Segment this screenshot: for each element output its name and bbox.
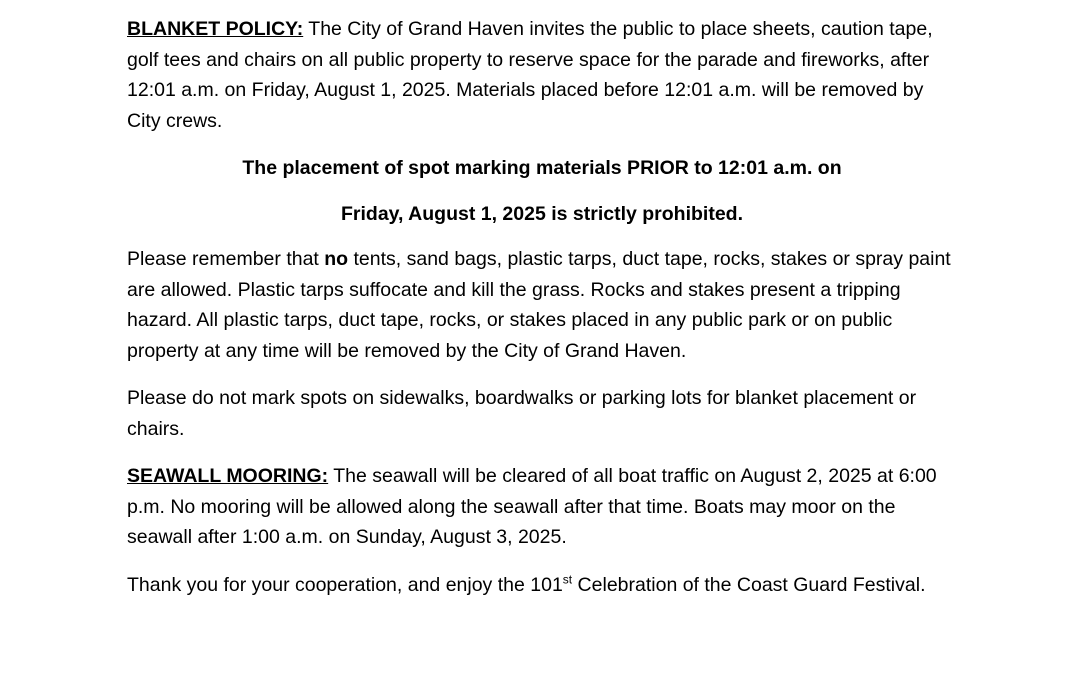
closing-paragraph: [127, 570, 957, 601]
blanket-policy-text: The City of Grand Haven invites the public to place sheets, caution tape, golf tees and chairs on all public property to reserve space for the parade and fireworks, after 12:01 a.m. on Friday, August 1, 2025. Materials placed before 12:01 a.m. will be removed by City crews.: [127, 18, 933, 132]
blanket-policy-heading: BLANKET POLICY:: [127, 18, 304, 40]
restrictions-prefix: Please remember that: [127, 248, 325, 270]
restrictions-paragraph: [127, 244, 957, 366]
blanket-policy-paragraph: [127, 14, 957, 136]
sidewalk-note-paragraph: Please do not mark spots on sidewalks, boardwalks or parking lots for blanket placement or chairs.: [127, 387, 917, 440]
closing-suffix: Celebration of the Coast Guard Festival.: [572, 573, 926, 596]
seawall-mooring-heading: SEAWALL MOORING:: [127, 465, 329, 487]
prohibition-line-2: Friday, August 1, 2025 is strictly prohibited.: [340, 202, 744, 225]
seawall-mooring-text: The seawall will be cleared of all boat traffic on August 2, 2025 at 6:00 p.m. No mooring will be allowed along the seawall after that time. Boats may moor on the seawall after 1:00 a.m. on Sunday, August 3, 2025.: [127, 465, 937, 548]
document-page: [127, 14, 957, 617]
seawall-mooring-paragraph: [127, 461, 957, 553]
closing-ordinal: st: [562, 572, 573, 586]
prohibition-line-1: The placement of spot marking materials PRIOR to 12:01 a.m. on: [242, 157, 842, 179]
restrictions-emphasis: no: [324, 248, 349, 270]
closing-prefix: Thank you for your cooperation, and enjoy the 101: [127, 573, 563, 596]
prohibition-notice: [115, 153, 969, 229]
restrictions-text: tents, sand bags, plastic tarps, duct tape, rocks, stakes or spray paint are allowed. Plastic tarps suffocate and kill the grass. Rocks and stakes present a tripping hazard. All plastic tarps, duct tape, rocks, or stakes placed in any public park or on public property at any time will be removed by the City of Grand Haven.: [127, 248, 951, 362]
